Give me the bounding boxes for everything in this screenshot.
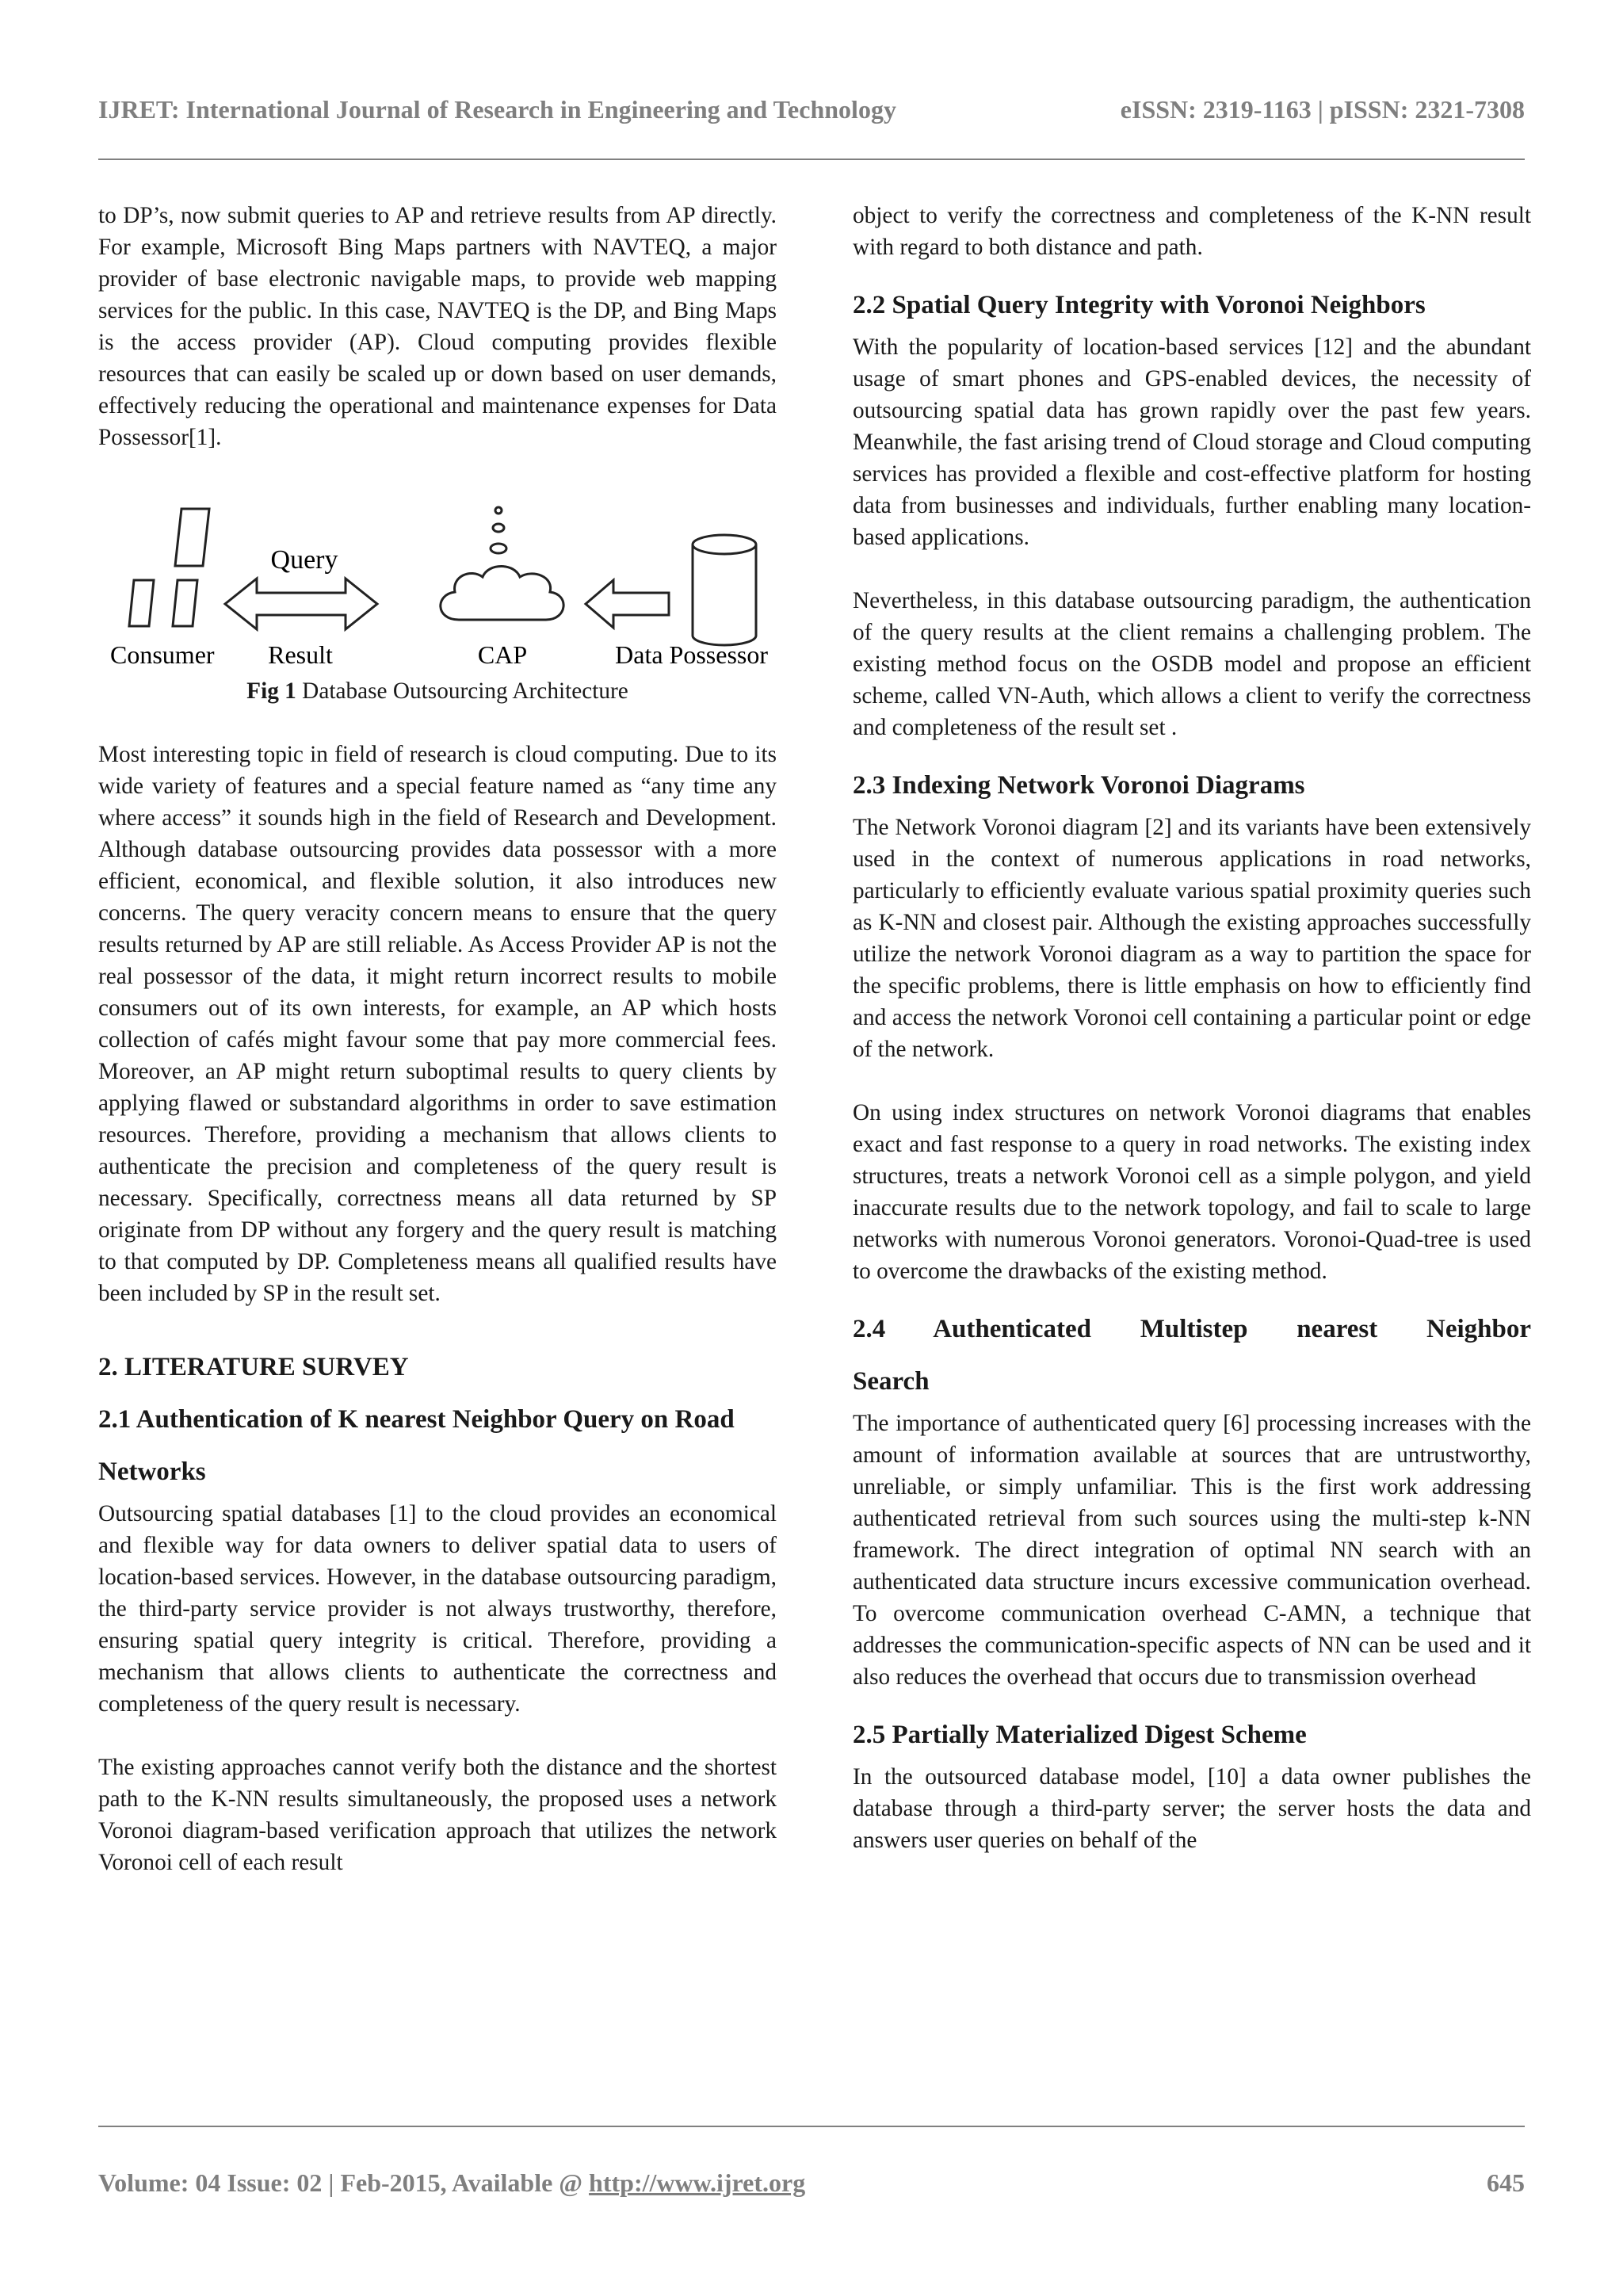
subsection-heading: 2.3 Indexing Network Voronoi Diagrams: [853, 771, 1305, 800]
footer-volume: Volume: 04 Issue: 02 | Feb-2015, Available @ http://www.ijret.org: [98, 2168, 806, 2197]
paragraph: Most interesting topic in field of research is cloud computing. Due to its wide variety of features and a special feature named as “any time any where access” it sounds high in the field of Research and Development. Although database outsourcing provides data possessor with a more efficient, economical, and flexible solution, it also introduces new concerns. The query veracity concern means to ensure that the query results returned by AP are still reliable. As Access Provider AP is not the real possessor of the data, it might return incorrect results to mobile consumers out of its own interests, for example, an AP which hosts collection of cafés might favour some that pay more commercial fees. Moreover, an AP might return suboptimal results to query clients by applying flawed or substandard algorithms in order to save estimation resources. Therefore, providing a mechanism that allows clients to authenticate the precision and completeness of the query result is necessary. Specifically, correctness means all data returned by SP originate from DP without any forgery and the query result is matching to that computed by DP. Completeness means all qualified results have been included by SP in the result set.: [98, 742, 777, 1306]
paragraph: The existing approaches cannot verify both the distance and the shortest path to the K-NN results simultaneously, the proposed uses a network Voronoi diagram-based verification approach that utilizes the network Voronoi cell of each result: [98, 1755, 777, 1875]
page-header: [98, 95, 1525, 135]
figure-number: Fig 1: [246, 678, 296, 704]
paragraph: Outsourcing spatial databases [1] to the cloud provides an economical and flexible way for data owners to deliver spatial data to users of location-based services. However, in the database outsourcing paradigm, the third-party service provider is not always trustworthy, therefore, ensuring spatial query integrity is critical. Therefore, providing a mechanism that allows clients to authenticate the correctness and completeness of the query result is necessary.: [98, 1501, 777, 1717]
paragraph: With the popularity of location-based services [12] and the abundant usage of smart phones and GPS-enabled devices, the necessity of outsourcing spatial data has grown rapidly over the past few years. Meanwhile, the fast arising trend of Cloud storage and Cloud computing services has provided a flexible and cost-effective platform for hosting data from businesses and individuals, further enabling many location-based applications.: [853, 334, 1531, 550]
paragraph: to DP’s, now submit queries to AP and retrieve results from AP directly. For example, Microsoft Bing Maps partners with NAVTEQ, a major provider of base electronic navigable maps, to provide web mapping services for the public. In this case, NAVTEQ is the DP, and Bing Maps is the access provider (AP). Cloud computing provides flexible resources that can easily be scaled up or down based on user demands, effectively reducing the operational and maintenance expenses for Data Possessor[1].: [98, 203, 777, 450]
paragraph: The Network Voronoi diagram [2] and its variants have been extensively used in the context of numerous applications in road networks, particularly to efficiently evaluate various spatial proximity queries such as K-NN and closest pair. Although the existing approaches successfully utilize the network Voronoi diagram as a way to partition the space for the specific problems, there is little emphasis on how to efficiently find and access the network Voronoi cell containing a particular point or edge of the network.: [853, 815, 1531, 1062]
data-possessor-label: Data Possessor: [615, 640, 768, 669]
issn-info: eISSN: 2319-1163 | pISSN: 2321-7308: [1120, 95, 1525, 124]
cap-label: CAP: [477, 640, 528, 669]
figure-caption-text: Database Outsourcing Architecture: [296, 678, 628, 704]
possessor-arrow-icon: [586, 580, 669, 628]
left-column: [98, 200, 777, 1878]
footer-rule: [98, 2126, 1525, 2127]
paragraph: The importance of authenticated query [6] processing increases with the amount of information available at sources that are untrustworthy, unreliable, or simply unfamiliar. This is the first work addressing authenticated retrieval from such sources using the multi-step k-NN framework. The direct integration of optimal NN search with an authenticated data structure incurs excessive communication overhead. To overcome communication overhead C-AMN, a technique that addresses the communication-specific aspects of NN can be used and it also reduces the overhead that occurs due to transmission overhead: [853, 1411, 1531, 1690]
paragraph: In the outsourced database model, [10] a data owner publishes the database through a third-party server; the server hosts the data and answers user queries on behalf of the: [853, 1764, 1531, 1853]
architecture-diagram: [98, 501, 777, 675]
page-footer: [98, 2168, 1525, 2208]
subsection-heading: 2.5 Partially Materialized Digest Scheme: [853, 1721, 1307, 1749]
query-label: Query: [270, 545, 338, 575]
paragraph: object to verify the correctness and completeness of the K-NN result with regard to both distance and path.: [853, 203, 1531, 260]
query-result-arrow-icon: [225, 579, 377, 629]
database-icon: [693, 535, 756, 645]
cloud-icon: [441, 567, 563, 621]
section-heading: 2. LITERATURE SURVEY: [98, 1353, 409, 1381]
journal-link[interactable]: http://www.ijret.org: [589, 2168, 806, 2197]
consumer-devices-icon: [129, 509, 209, 626]
consumer-label: Consumer: [110, 640, 215, 669]
subsection-heading: 2.4 Authenticated Multistep nearest Neighbor: [853, 1315, 1531, 1343]
subsection-heading-continued: Search: [853, 1367, 930, 1396]
header-rule: [98, 159, 1525, 160]
subsection-heading: 2.1 Authentication of K nearest Neighbor Query on Road Networks: [98, 1405, 735, 1486]
result-label: Result: [268, 640, 333, 669]
figure-architecture: [98, 501, 777, 675]
paragraph: On using index structures on network Voronoi diagrams that enables exact and fast response to a query in road networks. The existing index structures, treats a network Voronoi cell as a simple polygon, and yield inaccurate results due to the network topology, and fail to scale to large networks with numerous Voronoi generators. Voronoi-Quad-tree is used to overcome the drawbacks of the existing method.: [853, 1100, 1531, 1284]
page-number: 645: [1487, 2168, 1525, 2197]
cloud-dots: [491, 507, 506, 553]
subsection-heading: 2.2 Spatial Query Integrity with Voronoi Neighbors: [853, 291, 1426, 319]
right-column: [853, 200, 1531, 1856]
journal-title: IJRET: International Journal of Research in Engineering and Technology: [98, 95, 896, 124]
paragraph: Nevertheless, in this database outsourcing paradigm, the authentication of the query results at the client remains a challenging problem. The existing method focus on the OSDB model and propose an efficient scheme, called VN-Auth, which allows a client to verify the correctness and completeness of the result set .: [853, 588, 1531, 740]
figure-caption: [98, 675, 777, 707]
